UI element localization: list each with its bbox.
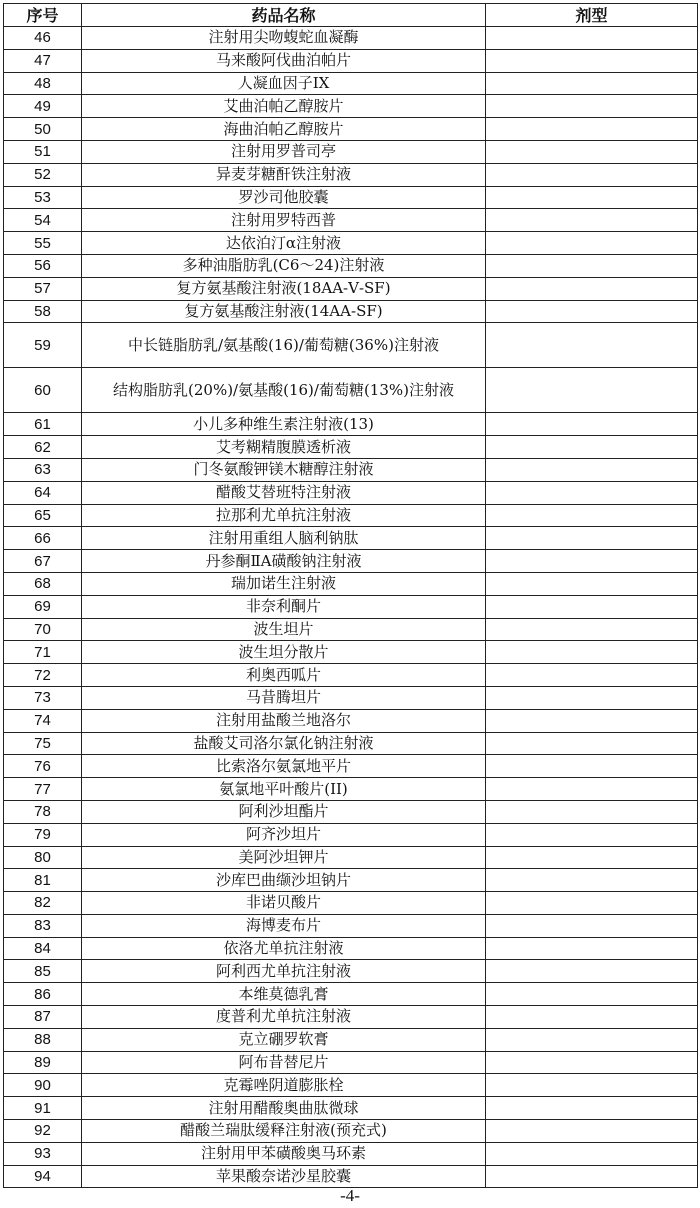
row-number-cell: 69 [4,595,82,618]
table-row [4,436,698,459]
dosage-form-cell [486,27,698,50]
drug-name-cell: 比索洛尔氨氯地平片 [82,755,486,778]
column-header-number: 序号 [4,4,82,27]
dosage-form-cell [486,846,698,869]
dosage-form-cell [486,914,698,937]
row-number-cell: 49 [4,95,82,118]
row-number-cell: 82 [4,892,82,915]
table-row [4,641,698,664]
row-number-cell: 85 [4,960,82,983]
row-number-cell: 78 [4,800,82,823]
table-row [4,778,698,801]
row-number-cell: 47 [4,49,82,72]
dosage-form-cell [486,118,698,141]
row-number-cell: 51 [4,140,82,163]
drug-name-cell: 复方氨基酸注射液(18AA-Ⅴ-SF) [82,277,486,300]
drug-name-cell: 沙库巴曲缬沙坦钠片 [82,869,486,892]
drug-name-cell: 美阿沙坦钾片 [82,846,486,869]
table-row [4,572,698,595]
dosage-form-cell [486,572,698,595]
drug-name-cell: 艾曲泊帕乙醇胺片 [82,95,486,118]
table-row [4,846,698,869]
drug-name-cell: 盐酸艾司洛尔氯化钠注射液 [82,732,486,755]
drug-name-cell: 波生坦分散片 [82,641,486,664]
row-number-cell: 81 [4,869,82,892]
drug-name-cell: 氨氯地平叶酸片(II) [82,778,486,801]
row-number-cell: 58 [4,300,82,323]
table-row [4,1074,698,1097]
drug-name-cell: 丹参酮ⅡA磺酸钠注射液 [82,550,486,573]
drug-name-cell: 艾考糊精腹膜透析液 [82,436,486,459]
table-row [4,323,698,368]
row-number-cell: 91 [4,1097,82,1120]
row-number-cell: 76 [4,755,82,778]
row-number-cell: 46 [4,27,82,50]
row-number-cell: 66 [4,527,82,550]
table-row [4,163,698,186]
drug-name-cell: 阿齐沙坦片 [82,823,486,846]
drug-name-cell: 利奥西呱片 [82,664,486,687]
dosage-form-cell [486,481,698,504]
dosage-form-cell [486,413,698,436]
row-number-cell: 59 [4,323,82,368]
table-row [4,664,698,687]
dosage-form-cell [486,163,698,186]
drug-name-cell: 马来酸阿伐曲泊帕片 [82,49,486,72]
table-row [4,937,698,960]
dosage-form-cell [486,755,698,778]
table-row [4,869,698,892]
drug-name-cell: 阿利沙坦酯片 [82,800,486,823]
dosage-form-cell [486,778,698,801]
table-row [4,1142,698,1165]
table-row [4,118,698,141]
row-number-cell: 90 [4,1074,82,1097]
table-row [4,732,698,755]
table-row [4,254,698,277]
drug-name-cell: 门冬氨酸钾镁木糖醇注射液 [82,458,486,481]
dosage-form-cell [486,1097,698,1120]
table-row [4,1120,698,1143]
dosage-form-cell [486,1028,698,1051]
table-row [4,1006,698,1029]
dosage-form-cell [486,618,698,641]
dosage-form-cell [486,732,698,755]
drug-name-cell: 瑞加诺生注射液 [82,572,486,595]
drug-name-cell: 达依泊汀α注射液 [82,232,486,255]
drug-name-cell: 本维莫德乳膏 [82,983,486,1006]
row-number-cell: 70 [4,618,82,641]
row-number-cell: 63 [4,458,82,481]
dosage-form-cell [486,254,698,277]
column-header-dosage-form: 剂型 [486,4,698,27]
row-number-cell: 68 [4,572,82,595]
drug-name-cell: 克霉唑阴道膨胀栓 [82,1074,486,1097]
row-number-cell: 54 [4,209,82,232]
dosage-form-cell [486,1074,698,1097]
table-row [4,823,698,846]
drug-name-cell: 阿布昔替尼片 [82,1051,486,1074]
table-row [4,1097,698,1120]
dosage-form-cell [486,664,698,687]
row-number-cell: 67 [4,550,82,573]
row-number-cell: 52 [4,163,82,186]
dosage-form-cell [486,458,698,481]
drug-name-cell: 注射用醋酸奥曲肽微球 [82,1097,486,1120]
dosage-form-cell [486,300,698,323]
dosage-form-cell [486,823,698,846]
table-row [4,481,698,504]
row-number-cell: 74 [4,709,82,732]
drug-name-cell: 注射用甲苯磺酸奥马环素 [82,1142,486,1165]
drug-list-table [3,3,698,1188]
drug-name-cell: 注射用盐酸兰地洛尔 [82,709,486,732]
dosage-form-cell [486,436,698,459]
table-row [4,504,698,527]
row-number-cell: 50 [4,118,82,141]
table-row [4,27,698,50]
drug-name-cell: 复方氨基酸注射液(14AA-SF) [82,300,486,323]
drug-name-cell: 非诺贝酸片 [82,892,486,915]
drug-name-cell: 度普利尤单抗注射液 [82,1006,486,1029]
table-row [4,527,698,550]
table-row [4,960,698,983]
dosage-form-cell [486,960,698,983]
page-number: -4- [340,1186,360,1205]
row-number-cell: 80 [4,846,82,869]
dosage-form-cell [486,95,698,118]
dosage-form-cell [486,1120,698,1143]
row-number-cell: 60 [4,368,82,413]
drug-name-cell: 注射用重组人脑利钠肽 [82,527,486,550]
row-number-cell: 86 [4,983,82,1006]
table-row [4,709,698,732]
drug-name-cell: 依洛尤单抗注射液 [82,937,486,960]
column-header-drug-name: 药品名称 [82,4,486,27]
drug-name-cell: 小儿多种维生素注射液(13) [82,413,486,436]
table-row [4,914,698,937]
row-number-cell: 88 [4,1028,82,1051]
table-row [4,1028,698,1051]
table-row [4,413,698,436]
drug-name-cell: 异麦芽糖酐铁注射液 [82,163,486,186]
dosage-form-cell [486,209,698,232]
table-row [4,49,698,72]
row-number-cell: 48 [4,72,82,95]
table-row [4,686,698,709]
table-row [4,618,698,641]
table-row [4,550,698,573]
dosage-form-cell [486,550,698,573]
drug-name-cell: 拉那利尤单抗注射液 [82,504,486,527]
drug-name-cell: 中长链脂肪乳/氨基酸(16)/葡萄糖(36%)注射液 [82,323,486,368]
dosage-form-cell [486,983,698,1006]
table-row [4,72,698,95]
drug-name-cell: 马昔腾坦片 [82,686,486,709]
drug-name-cell: 克立硼罗软膏 [82,1028,486,1051]
drug-name-cell: 苹果酸奈诺沙星胶囊 [82,1165,486,1188]
row-number-cell: 94 [4,1165,82,1188]
dosage-form-cell [486,277,698,300]
dosage-form-cell [486,49,698,72]
table-row [4,1165,698,1188]
dosage-form-cell [486,1006,698,1029]
table-header-row [4,4,698,27]
table-row [4,458,698,481]
dosage-form-cell [486,869,698,892]
dosage-form-cell [486,527,698,550]
drug-name-cell: 非奈利酮片 [82,595,486,618]
row-number-cell: 61 [4,413,82,436]
drug-name-cell: 多种油脂肪乳(C6～24)注射液 [82,254,486,277]
table-row [4,983,698,1006]
table-row [4,209,698,232]
row-number-cell: 87 [4,1006,82,1029]
row-number-cell: 77 [4,778,82,801]
table-row [4,800,698,823]
row-number-cell: 64 [4,481,82,504]
table-row [4,755,698,778]
table-row [4,277,698,300]
dosage-form-cell [486,323,698,368]
row-number-cell: 92 [4,1120,82,1143]
row-number-cell: 73 [4,686,82,709]
table-body [4,27,698,1188]
dosage-form-cell [486,709,698,732]
row-number-cell: 83 [4,914,82,937]
dosage-form-cell [486,686,698,709]
table-row [4,186,698,209]
row-number-cell: 72 [4,664,82,687]
dosage-form-cell [486,140,698,163]
drug-name-cell: 罗沙司他胶囊 [82,186,486,209]
table-row [4,368,698,413]
drug-name-cell: 海博麦布片 [82,914,486,937]
drug-name-cell: 波生坦片 [82,618,486,641]
drug-name-cell: 醋酸艾替班特注射液 [82,481,486,504]
dosage-form-cell [486,595,698,618]
row-number-cell: 79 [4,823,82,846]
dosage-form-cell [486,1165,698,1188]
dosage-form-cell [486,937,698,960]
row-number-cell: 55 [4,232,82,255]
row-number-cell: 84 [4,937,82,960]
row-number-cell: 62 [4,436,82,459]
dosage-form-cell [486,232,698,255]
dosage-form-cell [486,72,698,95]
table-row [4,95,698,118]
dosage-form-cell [486,368,698,413]
drug-name-cell: 阿利西尤单抗注射液 [82,960,486,983]
drug-name-cell: 注射用尖吻蝮蛇血凝酶 [82,27,486,50]
dosage-form-cell [486,504,698,527]
drug-name-cell: 结构脂肪乳(20%)/氨基酸(16)/葡萄糖(13%)注射液 [82,368,486,413]
table-row [4,300,698,323]
drug-name-cell: 醋酸兰瑞肽缓释注射液(预充式) [82,1120,486,1143]
dosage-form-cell [486,1051,698,1074]
drug-name-cell: 注射用罗特西普 [82,209,486,232]
dosage-form-cell [486,892,698,915]
row-number-cell: 56 [4,254,82,277]
row-number-cell: 75 [4,732,82,755]
row-number-cell: 57 [4,277,82,300]
row-number-cell: 89 [4,1051,82,1074]
drug-name-cell: 海曲泊帕乙醇胺片 [82,118,486,141]
table-row [4,595,698,618]
drug-name-cell: 人凝血因子IX [82,72,486,95]
row-number-cell: 65 [4,504,82,527]
row-number-cell: 53 [4,186,82,209]
dosage-form-cell [486,641,698,664]
table-row [4,140,698,163]
dosage-form-cell [486,800,698,823]
drug-name-cell: 注射用罗普司亭 [82,140,486,163]
table-row [4,232,698,255]
row-number-cell: 93 [4,1142,82,1165]
table-row [4,892,698,915]
dosage-form-cell [486,186,698,209]
row-number-cell: 71 [4,641,82,664]
table-row [4,1051,698,1074]
dosage-form-cell [486,1142,698,1165]
